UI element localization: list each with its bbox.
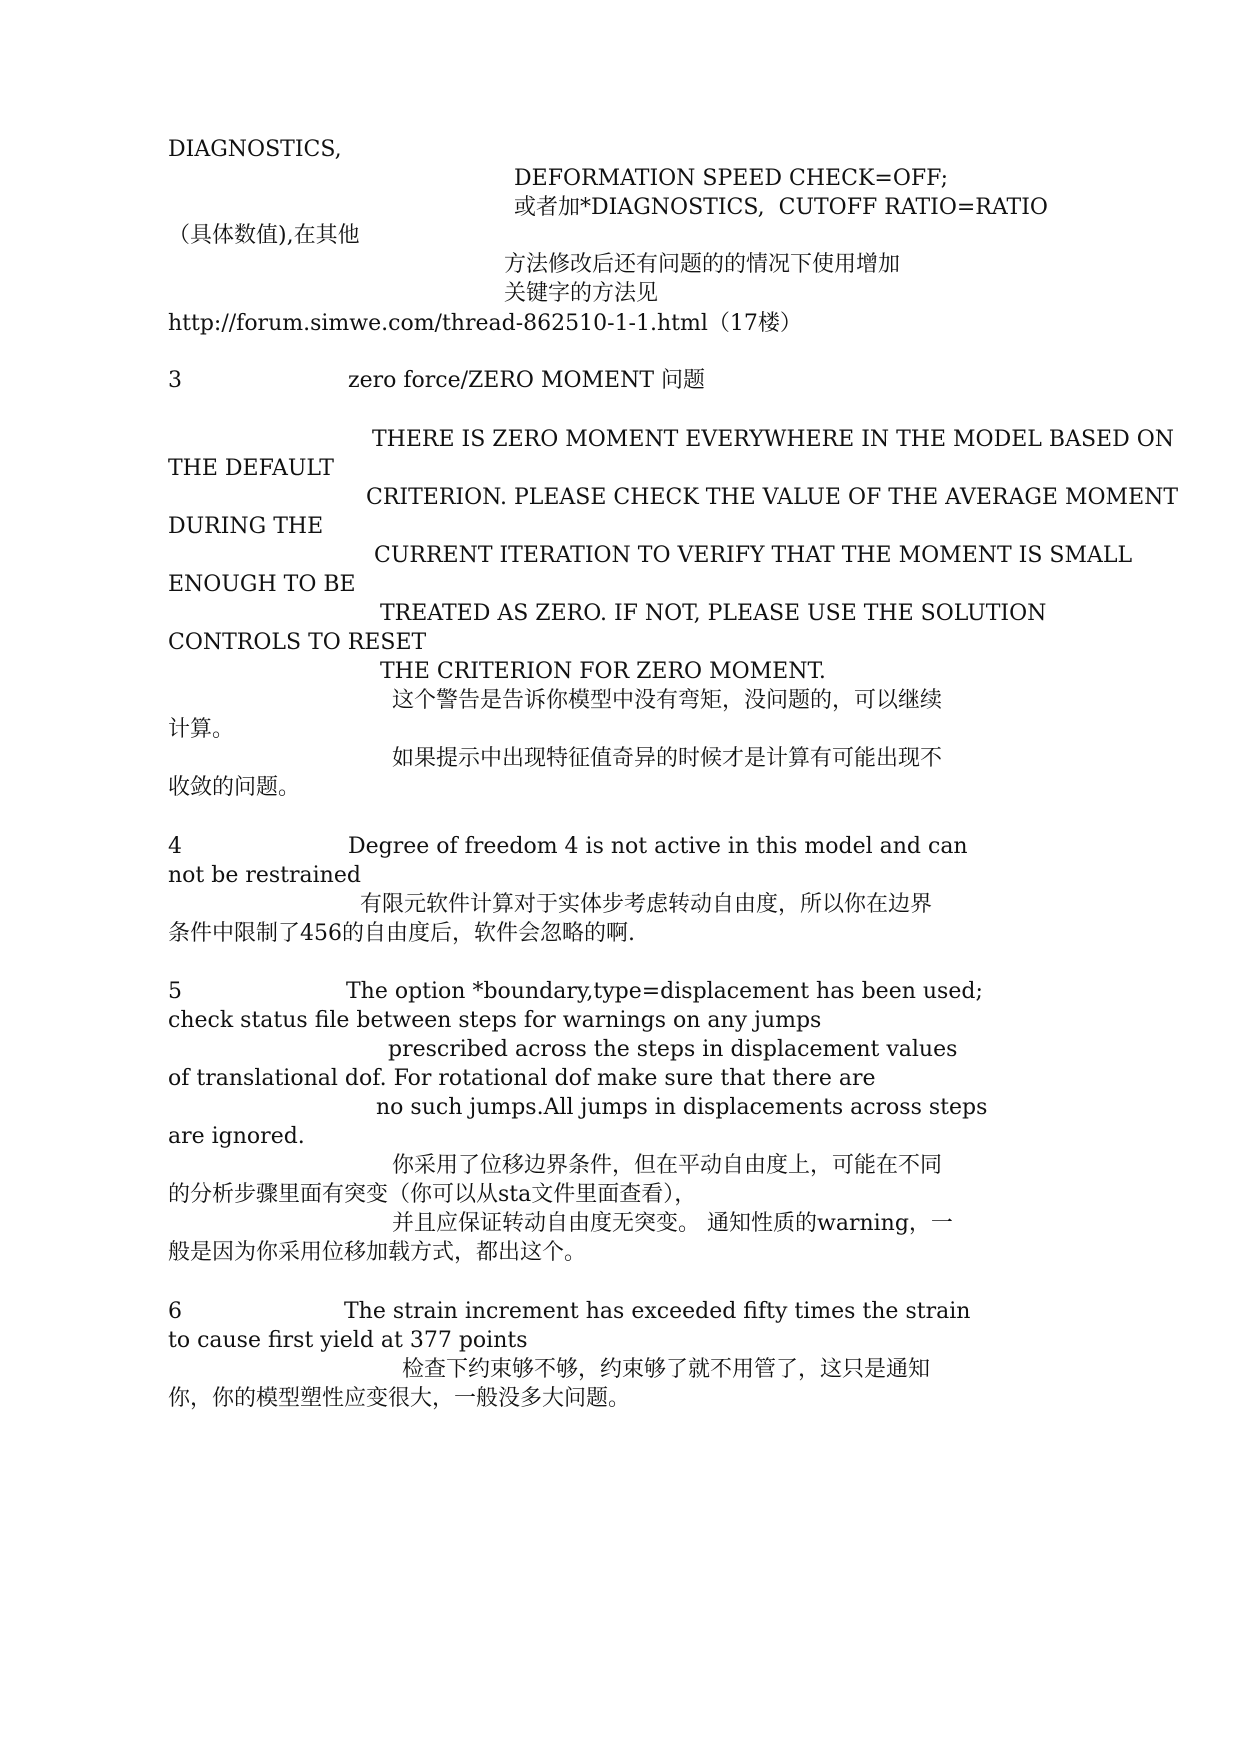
text-line: 方法修改后还有问题的的情况下使用增加 <box>504 252 901 277</box>
text-line: 检查下约束够不够，约束够了就不用管了，这只是通知 <box>402 1357 931 1382</box>
text-line: THE CRITERION FOR ZERO MOMENT. <box>380 659 826 684</box>
link-text: http://forum.simwe.com/thread-862510-1-1.html（17楼） <box>168 311 802 336</box>
text-line: （具体数值),在其他 <box>168 223 360 248</box>
text-line: CONTROLS TO RESET <box>168 630 427 655</box>
text-line: to cause first yield at 377 points <box>168 1328 528 1353</box>
text-line: CURRENT ITERATION TO VERIFY THAT THE MOMENT IS SMALL <box>374 543 1133 568</box>
section-number: 3 <box>168 368 182 393</box>
section-title: The option *boundary,type=displacement has been used; <box>346 979 983 1004</box>
text-line: TREATED AS ZERO. IF NOT, PLEASE USE THE SOLUTION <box>380 601 1047 626</box>
text-line: 你，你的模型塑性应变很大，一般没多大问题。 <box>168 1386 631 1411</box>
text-line: 条件中限制了456的自由度后，软件会忽略的啊. <box>168 921 635 946</box>
section-number: 4 <box>168 834 182 859</box>
text-line: 般是因为你采用位移加载方式，都出这个。 <box>168 1240 587 1265</box>
section-title: Degree of freedom 4 is not active in this model and can <box>348 834 968 859</box>
text-line: DIAGNOSTICS, <box>168 137 342 162</box>
text-line: 或者加*DIAGNOSTICS, CUTOFF RATIO=RATIO <box>514 195 1048 220</box>
text-line: 这个警告是告诉你模型中没有弯矩，没问题的，可以继续 <box>392 688 943 713</box>
text-line: no such jumps.All jumps in displacements across steps <box>376 1095 988 1120</box>
text-line: DURING THE <box>168 514 324 539</box>
text-line: 关键字的方法见 <box>504 281 659 306</box>
text-line: THERE IS ZERO MOMENT EVERYWHERE IN THE MODEL BASED ON <box>372 427 1175 452</box>
text-line: prescribed across the steps in displacement values <box>388 1037 958 1062</box>
text-line: check status file between steps for warnings on any jumps <box>168 1008 822 1033</box>
text-line: CRITERION. PLEASE CHECK THE VALUE OF THE AVERAGE MOMENT <box>366 485 1179 510</box>
text-line: 收敛的问题。 <box>168 775 301 800</box>
section-title: The strain increment has exceeded fifty times the strain <box>344 1299 971 1324</box>
text-line: 计算。 <box>168 717 235 742</box>
text-line: are ignored. <box>168 1124 305 1149</box>
text-line: 你采用了位移边界条件，但在平动自由度上，可能在不同 <box>392 1153 943 1178</box>
text-line: DEFORMATION SPEED CHECK=OFF; <box>514 166 949 191</box>
text-line: not be restrained <box>168 863 361 888</box>
text-line: 并且应保证转动自由度无突变。 通知性质的warning，一 <box>392 1211 953 1236</box>
text-line: 有限元软件计算对于实体步考虑转动自由度，所以你在边界 <box>360 892 933 917</box>
section-title: zero force/ZERO MOMENT 问题 <box>348 368 706 393</box>
text-line: ENOUGH TO BE <box>168 572 356 597</box>
text-line: THE DEFAULT <box>168 456 334 481</box>
text-line: of translational dof. For rotational dof make sure that there are <box>168 1066 876 1091</box>
section-number: 5 <box>168 979 182 1004</box>
text-line: 如果提示中出现特征值奇异的时候才是计算有可能出现不 <box>392 746 943 771</box>
section-number: 6 <box>168 1299 182 1324</box>
text-line: 的分析步骤里面有突变（你可以从sta文件里面查看）， <box>168 1182 697 1207</box>
